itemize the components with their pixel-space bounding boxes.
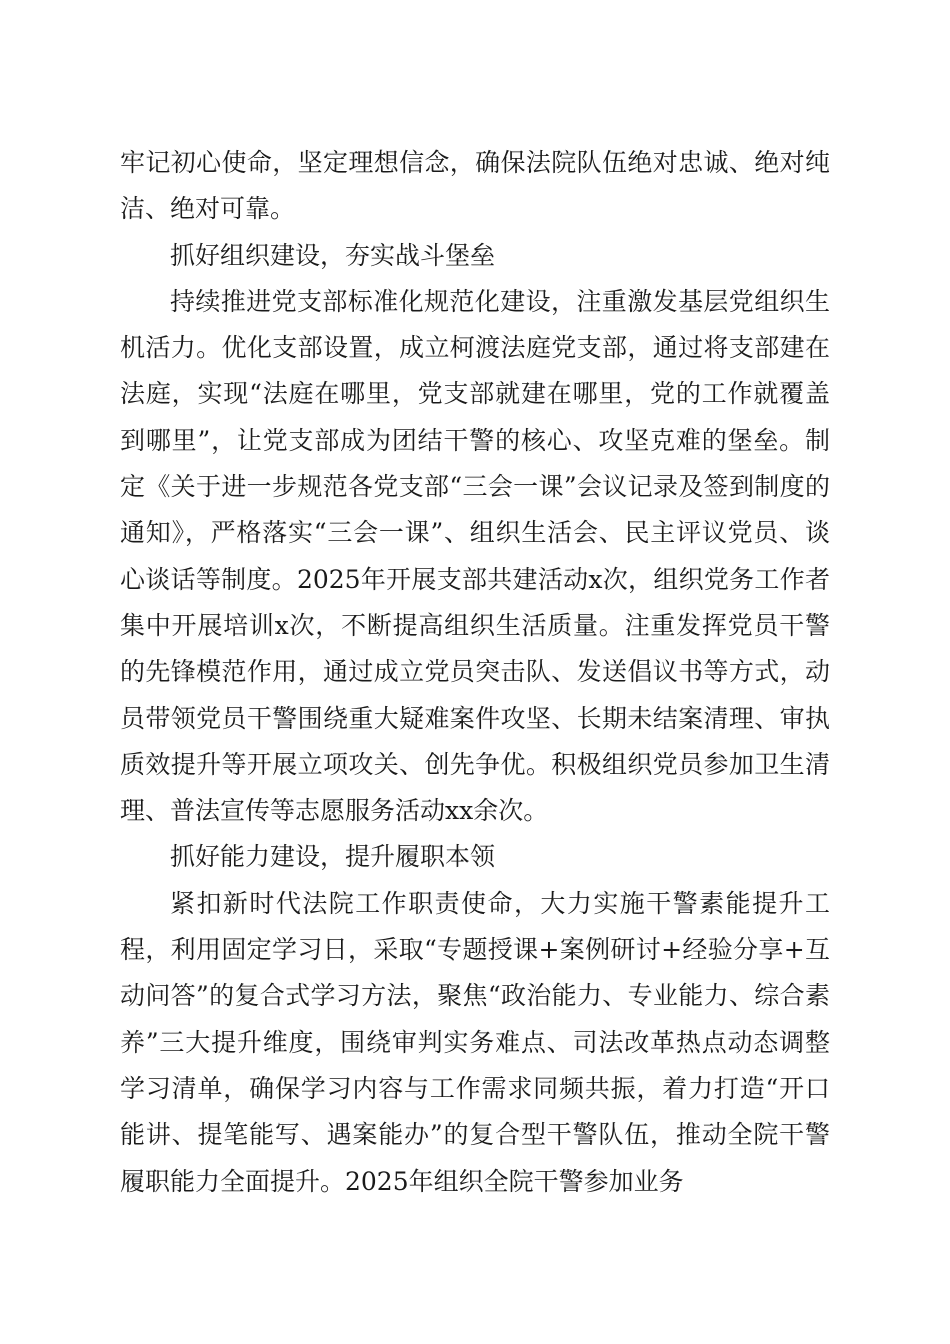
- document-body: [120, 140, 830, 1205]
- section-heading-organization: 抓好组织建设，夯实战斗堡垒: [170, 240, 496, 270]
- paragraph-capability-building: 紧扣新时代法院工作职责使命，大力实施干警素能提升工程，利用固定学习日，采取“专题授课+案例研讨+经验分享+互动问答”的复合式学习方法，聚焦“政治能力、专业能力、综合素养”三大提升维度，围绕审判实务难点、司法改革热点动态调整学习清单，确保学习内容与工作需求同频共振，着力打造“开口能讲、提笔能写、遇案能办”的复合型干警队伍，推动全院干警履职能力全面提升。2025年组织全院干警参加业务: [120, 888, 830, 1196]
- section-heading-capability: 抓好能力建设，提升履职本领: [170, 842, 496, 872]
- paragraph-organization-building: 持续推进党支部标准化规范化建设，注重激发基层党组织生机活力。优化支部设置，成立柯渡法庭党支部，通过将支部建在法庭，实现“法庭在哪里，党支部就建在哪里，党的工作就覆盖到哪里”，让党支部成为团结干警的核心、攻坚克难的堡垒。制定《关于进一步规范各党支部“三会一课”会议记录及签到制度的通知》，严格落实“三会一课”、组织生活会、民主评议党员、谈心谈话等制度。2025年开展支部共建活动x次，组织党务工作者集中开展培训x次，不断提高组织生活质量。注重发挥党员干警的先锋模范作用，通过成立党员突击队、发送倡议书等方式，动员带领党员干警围绕重大疑难案件攻坚、长期未结案清理、审执质效提升等开展立项攻关、创先争优。积极组织党员参加卫生清理、普法宣传等志愿服务活动xx余次。: [120, 286, 830, 826]
- paragraph-continued: 牢记初心使命，坚定理想信念，确保法院队伍绝对忠诚、绝对纯洁、绝对可靠。: [120, 148, 830, 224]
